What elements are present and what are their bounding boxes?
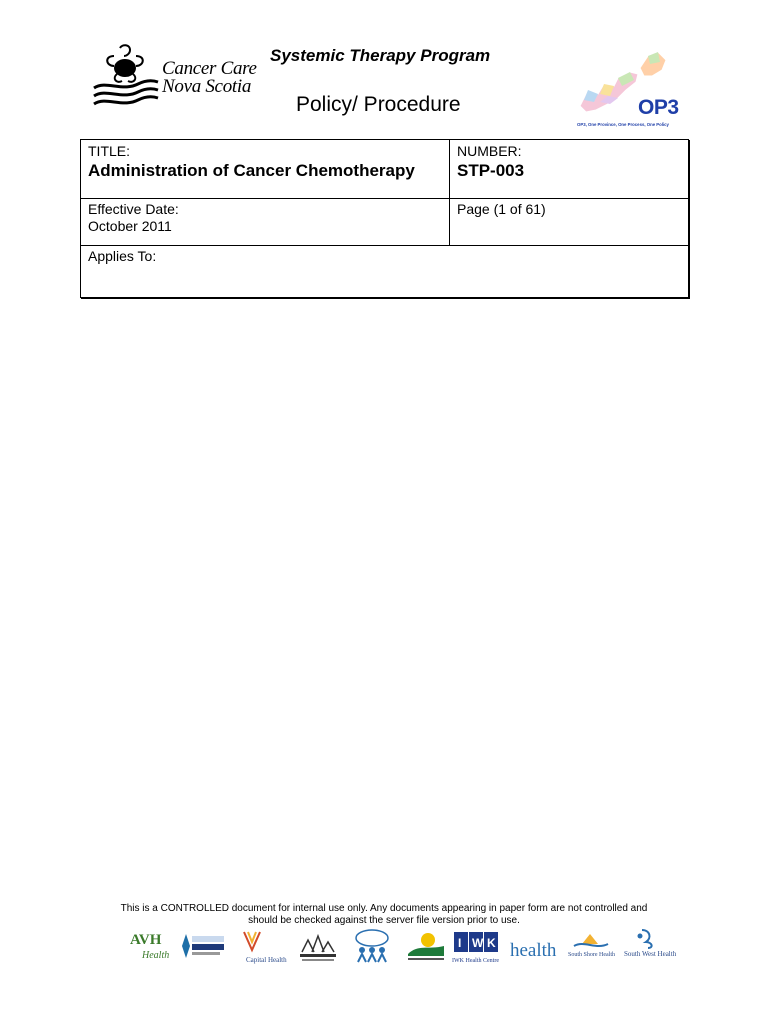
effective-date-cell	[81, 199, 450, 246]
colchester-east-hants-logo	[296, 928, 340, 970]
gash-health-logo	[352, 928, 392, 970]
title-cell	[81, 140, 450, 199]
document-number: STP-003	[457, 161, 525, 180]
south-west-health-logo: South West Health	[622, 928, 676, 970]
effective-date-value: October 2011	[88, 218, 172, 234]
svg-text:K: K	[487, 936, 496, 950]
partner-logos-row	[128, 928, 676, 970]
number-label: NUMBER:	[457, 143, 522, 159]
document-type-heading: Policy/ Procedure	[296, 93, 461, 116]
page-cell	[450, 199, 688, 246]
notice-line-2: should be checked against the server file version prior to use.	[248, 915, 520, 926]
notice-line-1: This is a CONTROLLED document for internal use only. Any documents appearing in paper form are not controlled and	[120, 903, 648, 914]
applies-to-label: Applies To:	[88, 248, 157, 264]
program-title: Systemic Therapy Program	[270, 46, 491, 65]
op3-tagline: OP3, One Province, One Process, One Policy	[577, 122, 669, 127]
applies-to-cell	[81, 246, 688, 297]
title-label: TITLE:	[88, 143, 131, 159]
ccns-flower-icon	[92, 44, 162, 110]
capital-health-logo: Capital Health	[240, 928, 286, 970]
svg-text:Health: Health	[142, 950, 170, 961]
controlled-document-notice	[100, 903, 668, 927]
document-info-table	[80, 139, 689, 298]
effective-date-label: Effective Date:	[88, 201, 179, 217]
cancer-care-nova-scotia-logo	[92, 44, 262, 110]
document-title: Administration of Cancer Chemotherapy	[88, 161, 415, 180]
iwk-health-centre-logo: I W K IWK Health Centre	[452, 928, 500, 970]
number-cell	[450, 140, 688, 199]
svg-text:I: I	[458, 936, 462, 950]
page-info: Page (1 of 61)	[457, 201, 546, 217]
logo-text-line1: Cancer Care	[162, 58, 257, 79]
cape-breton-health-logo	[180, 928, 228, 970]
svg-text:W: W	[472, 936, 484, 950]
svg-text:AVH: AVH	[130, 932, 162, 948]
logo-text-line2: Nova Scotia	[162, 76, 252, 97]
cumberland-health-logo: health	[510, 940, 557, 961]
avh-health-logo	[128, 928, 172, 970]
op3-logo	[574, 50, 684, 130]
pictou-county-health-logo	[404, 928, 448, 970]
south-shore-health-logo: South Shore Health	[568, 928, 614, 970]
op3-wordmark: OP3	[638, 96, 679, 119]
